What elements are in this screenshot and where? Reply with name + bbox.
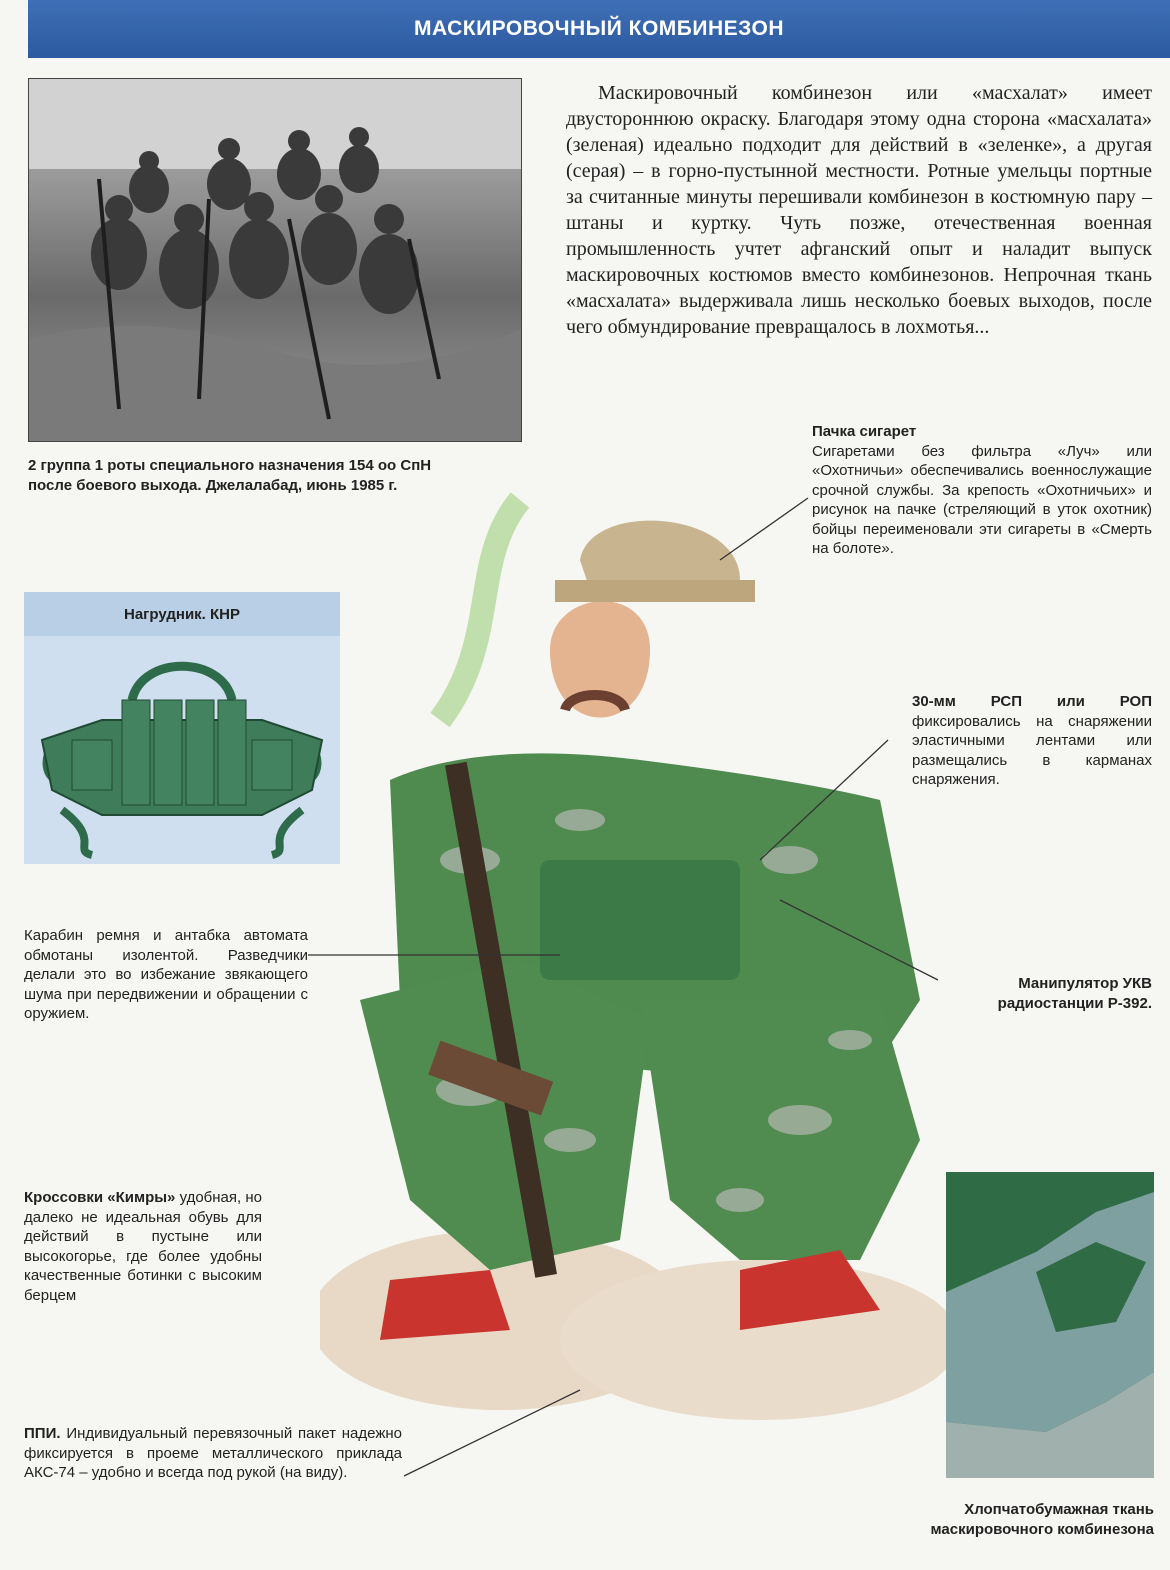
callout-sneakers-title: Кроссовки «Кимры» bbox=[24, 1189, 176, 1206]
callout-ppi-title: ППИ. bbox=[24, 1425, 61, 1442]
callout-cigarettes-title: Пачка сигарет bbox=[812, 423, 917, 440]
fabric-caption: Хлопчатобумажная ткань маскировочного комбинезона bbox=[930, 1501, 1154, 1538]
photo-caption: 2 группа 1 роты специального назначения 154 оо СпН после боевого выхода. Джелалабад, июнь 1985 г. bbox=[28, 457, 432, 494]
callout-cigarettes bbox=[812, 422, 1152, 559]
callout-radio-title: Манипулятор УКВ радиостанции Р-392. bbox=[997, 975, 1152, 1012]
callout-radio bbox=[942, 974, 1152, 1013]
fabric-swatch bbox=[946, 1172, 1154, 1478]
callout-rsp-text: фиксировались на снаряжении эластичными лентами или размещались в карманах снаряжения. bbox=[912, 712, 1152, 788]
callout-ppi bbox=[24, 1424, 402, 1483]
callout-ppi-text: Индивидуальный перевязочный пакет надежно фиксируется в проеме металлического приклада АКС-74 – удобно и всегда под рукой (на виду). bbox=[24, 1425, 402, 1481]
soldier-figure bbox=[320, 440, 960, 1440]
chest-rig-illustration bbox=[32, 640, 332, 860]
callout-rsp bbox=[912, 692, 1152, 790]
page-header bbox=[28, 0, 1170, 58]
callout-cigarettes-text: Сигаретами без фильтра «Луч» или «Охотничьи» обеспечивались военнослужащие срочной службы. За крепость «Охотничьих» и рисунок на пачке (стреляющий в уток охотник) бойцы переименовали эти сигареты в «Смерть на болоте». bbox=[812, 442, 1152, 557]
callout-carabine-text: Карабин ремня и антабка автомата обмотаны изолентой. Разведчики делали это во избежание звякающего шума при передвижении и обращении с оружием. bbox=[24, 927, 308, 1022]
group-photo-image bbox=[29, 79, 521, 441]
callout-rsp-title: 30-мм РСП или РОП bbox=[912, 693, 1152, 710]
callout-sneakers bbox=[24, 1188, 262, 1305]
page-title: МАСКИРОВОЧНЫЙ КОМБИНЕЗОН bbox=[413, 17, 785, 40]
callout-sneakers-text: удобная, но далеко не идеальная обувь для действий в пустыне или высокогорье, где более удобны качественные ботинки с высоким берцем bbox=[24, 1189, 262, 1304]
callout-carabine bbox=[24, 926, 308, 1024]
inset-title: Нагрудник. КНР bbox=[24, 592, 340, 636]
fabric-swatch-image bbox=[946, 1172, 1154, 1478]
intro-paragraph: Маскировочный комбинезон или «масхалат» имеет двустороннюю окраску. Благодаря этому одна сторона «масхалата» (зеленая) идеально подходит для действий в «зеленке», а другая (серая) – в горно-пустынной местности. Ротные умельцы портные за считанные минуты перешивали комбинезон в костюмную пару – штаны и куртку. Чуть позже, отечественная военная промышленность учтет афганский опыт и наладит выпуск маскировочных костюмов вместо комбинезонов. Непрочная ткань «масхалата» выдерживала лишь несколько боевых выходов, после чего обмундирование превращалось в лохмотья... bbox=[566, 82, 1152, 338]
group-photo bbox=[28, 78, 522, 442]
chest-rig-inset bbox=[24, 592, 340, 864]
soldier-illustration bbox=[320, 440, 960, 1445]
